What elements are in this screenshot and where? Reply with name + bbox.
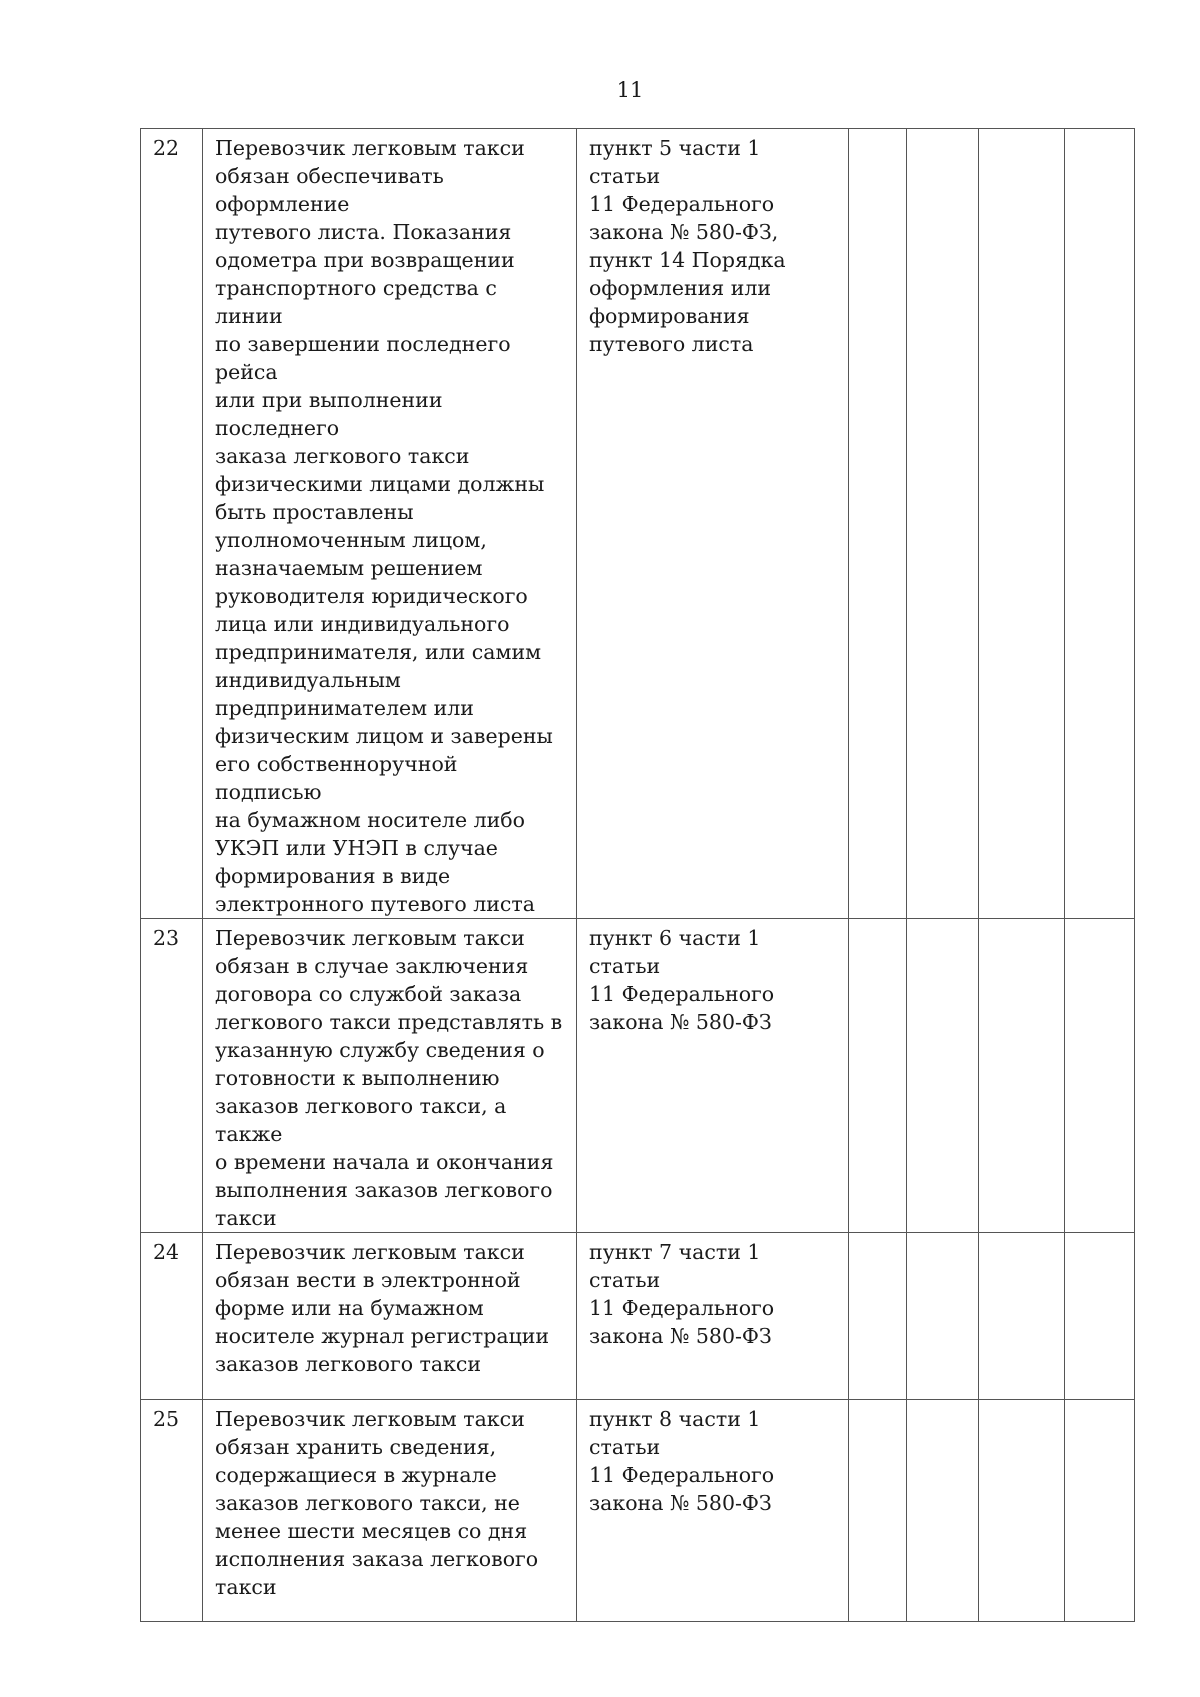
requirement-cell bbox=[203, 129, 577, 919]
requirement-text: Перевозчик легковым такси обязан обеспечивать оформление путевого листа. Показания одометра при возвращении транспортного средства с линии по завершении последнего рейса или при выполнении последнего заказа легкового такси физическими лицами должны быть проставлены уполномоченным лицом, назначаемым решением руководителя юридического лица или индивидуального предпринимателя, или самим индивидуальным предпринимателем или физическим лицом и заверены его собственноручной подписью на бумажном носителе либо УКЭП или УНЭП в случае формирования в виде электронного путевого листа bbox=[215, 136, 553, 916]
table-row bbox=[141, 1233, 1135, 1400]
requirement-text: Перевозчик легковым такси обязан хранить сведения, содержащиеся в журнале заказов легкового такси, не менее шести месяцев со дня исполнения заказа легкового такси bbox=[215, 1407, 539, 1599]
reference-text: пункт 7 части 1 статьи 11 Федерального закона № 580-ФЗ bbox=[589, 1240, 775, 1348]
table-row bbox=[141, 919, 1135, 1233]
reference-text: пункт 8 части 1 статьи 11 Федерального закона № 580-ФЗ bbox=[589, 1407, 775, 1515]
reference-cell bbox=[577, 1400, 849, 1622]
answer-cell-na[interactable] bbox=[979, 1233, 1065, 1400]
table-row bbox=[141, 1400, 1135, 1622]
reference-text: пункт 6 части 1 статьи 11 Федерального закона № 580-ФЗ bbox=[589, 926, 775, 1034]
requirement-cell bbox=[203, 1233, 577, 1400]
answer-cell-no[interactable] bbox=[907, 919, 979, 1233]
answer-cell-na[interactable] bbox=[979, 129, 1065, 919]
answer-cell-no[interactable] bbox=[907, 129, 979, 919]
checklist-table bbox=[140, 128, 1135, 1622]
notes-cell[interactable] bbox=[1065, 1233, 1135, 1400]
answer-cell-no[interactable] bbox=[907, 1233, 979, 1400]
requirement-text: Перевозчик легковым такси обязан в случае заключения договора со службой заказа легкового такси представлять в указанную службу сведения о готовности к выполнению заказов легкового такси, а также о времени начала и окончания выполнения заказов легкового такси bbox=[215, 926, 563, 1230]
row-number: 22 bbox=[141, 129, 203, 919]
reference-cell bbox=[577, 919, 849, 1233]
answer-cell-no[interactable] bbox=[907, 1400, 979, 1622]
answer-cell-yes[interactable] bbox=[849, 129, 907, 919]
answer-cell-yes[interactable] bbox=[849, 1400, 907, 1622]
notes-cell[interactable] bbox=[1065, 919, 1135, 1233]
table-row bbox=[141, 129, 1135, 919]
notes-cell[interactable] bbox=[1065, 1400, 1135, 1622]
reference-cell bbox=[577, 1233, 849, 1400]
requirement-cell bbox=[203, 919, 577, 1233]
requirement-cell bbox=[203, 1400, 577, 1622]
answer-cell-na[interactable] bbox=[979, 1400, 1065, 1622]
reference-text: пункт 5 части 1 статьи 11 Федерального закона № 580-ФЗ, пункт 14 Порядка оформления или формирования путевого листа bbox=[589, 136, 786, 356]
answer-cell-yes[interactable] bbox=[849, 1233, 907, 1400]
row-number: 25 bbox=[141, 1400, 203, 1622]
requirement-text: Перевозчик легковым такси обязан вести в электронной форме или на бумажном носителе журнал регистрации заказов легкового такси bbox=[215, 1240, 550, 1376]
row-number: 24 bbox=[141, 1233, 203, 1400]
answer-cell-na[interactable] bbox=[979, 919, 1065, 1233]
notes-cell[interactable] bbox=[1065, 129, 1135, 919]
page-number: 11 bbox=[616, 78, 644, 102]
row-number: 23 bbox=[141, 919, 203, 1233]
answer-cell-yes[interactable] bbox=[849, 919, 907, 1233]
reference-cell bbox=[577, 129, 849, 919]
